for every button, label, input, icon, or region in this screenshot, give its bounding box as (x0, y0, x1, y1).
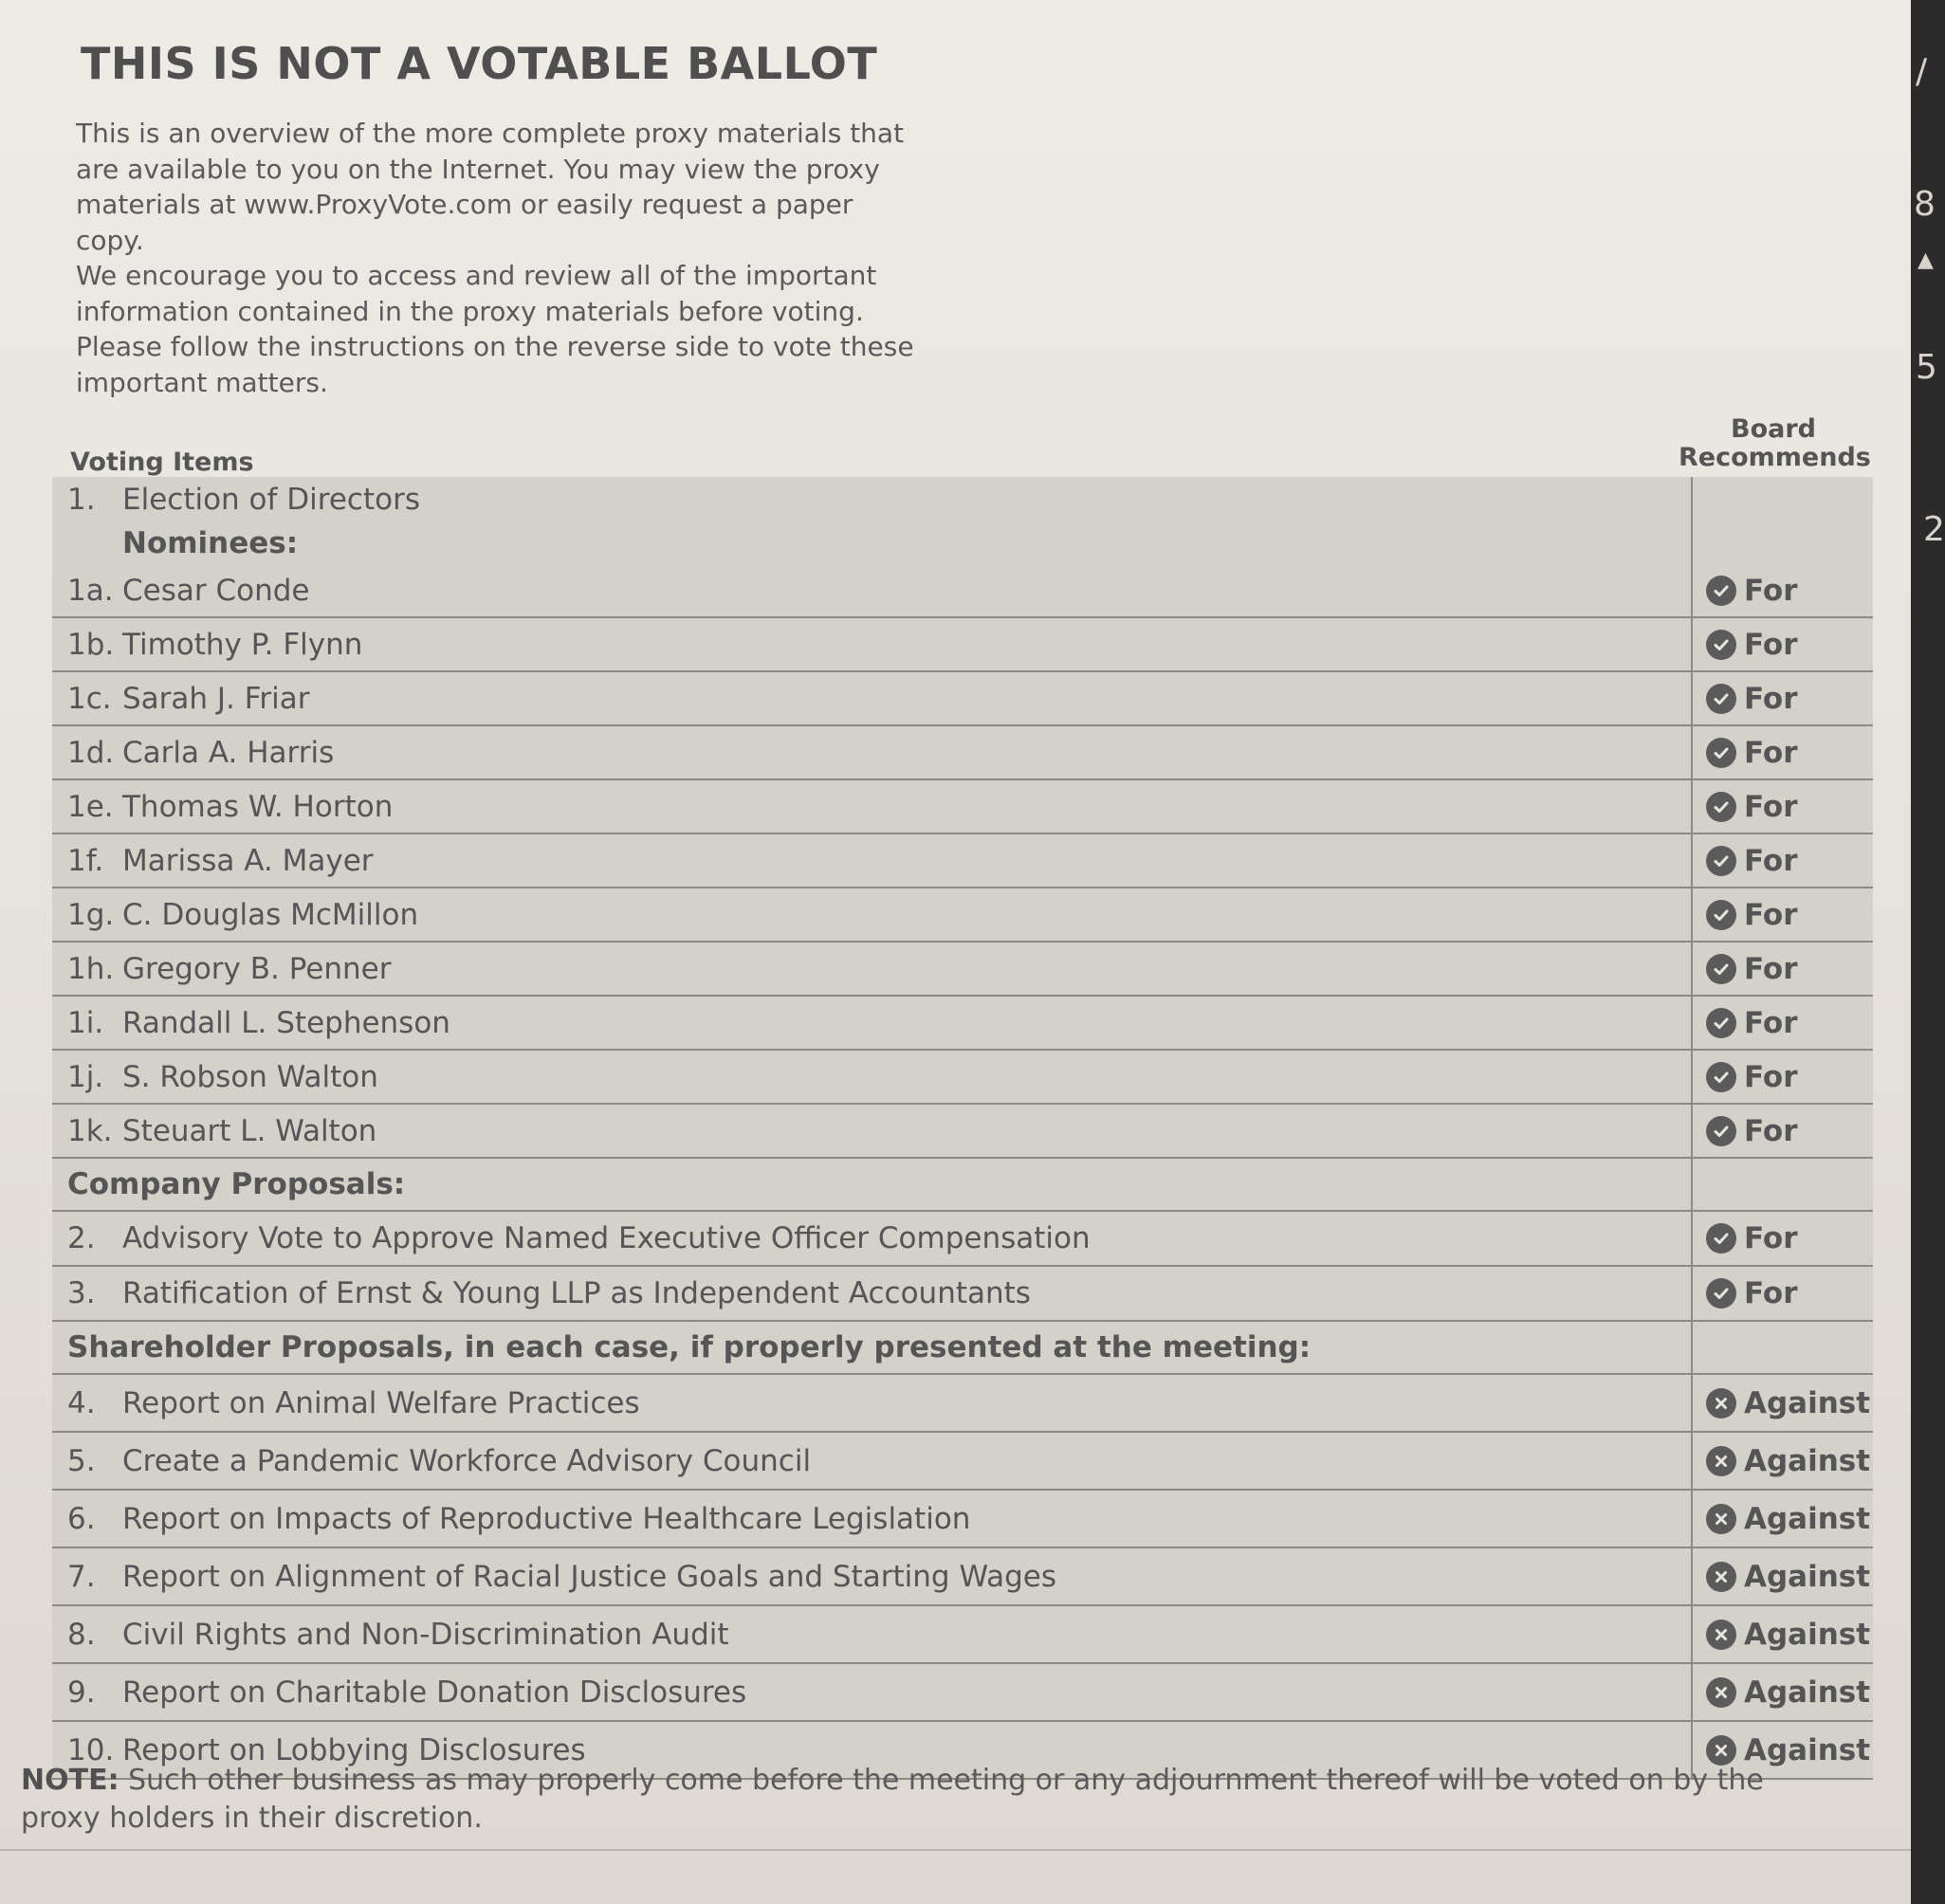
recommendation-cell-empty (1691, 1159, 1873, 1210)
recommendation-cell (1691, 1267, 1873, 1320)
table-row (52, 1606, 1873, 1664)
board-header-line: Recommends (1679, 443, 1871, 472)
table-row (52, 1267, 1873, 1322)
recommendation-cell (1691, 1212, 1873, 1265)
edge-glyph: ▲ (1917, 248, 1934, 272)
intro-line: Please follow the instructions on the reverse side to vote these (76, 331, 914, 362)
recommendation-cell (1691, 1105, 1873, 1157)
item-text: Steuart L. Walton (122, 1113, 377, 1148)
item-row-election (52, 477, 1873, 522)
recommendation-text: For (1744, 951, 1798, 986)
recommendation-cell (1691, 726, 1873, 778)
recommendation-cell (1691, 1433, 1873, 1489)
item-label (52, 564, 1691, 616)
item-text: Report on Alignment of Racial Justice Goals and Starting Wages (122, 1559, 1057, 1594)
item-label (52, 618, 1691, 670)
item-number: 1h. (67, 951, 115, 986)
company-proposals-header-row (52, 1159, 1873, 1212)
item-label (52, 1606, 1691, 1662)
recommendation-cell (1691, 997, 1873, 1049)
x-circle-icon (1706, 1620, 1736, 1650)
recommendation-cell-empty (1691, 1322, 1873, 1373)
item-label (52, 943, 1691, 995)
check-circle-icon (1706, 954, 1736, 984)
recommendation-cell (1691, 672, 1873, 724)
intro-line: are available to you on the Internet. You may view the proxy (76, 153, 880, 185)
recommendation-text: Against (1744, 1559, 1871, 1594)
recommendation-text: For (1744, 1005, 1798, 1040)
nominees-subheader (52, 522, 1691, 564)
item-text: Report on Impacts of Reproductive Healthcare Legislation (122, 1501, 971, 1536)
check-circle-icon (1706, 1008, 1736, 1038)
check-circle-icon (1706, 1223, 1736, 1254)
item-number: 7. (67, 1559, 96, 1594)
table-row (52, 780, 1873, 834)
recommendation-text: For (1744, 1276, 1798, 1310)
table-row (52, 1051, 1873, 1105)
recommendation-cell (1691, 1606, 1873, 1662)
recommendation-text: For (1744, 789, 1798, 824)
item-number: 8. (67, 1617, 96, 1652)
check-circle-icon (1706, 1062, 1736, 1092)
table-row (52, 943, 1873, 997)
x-circle-icon (1706, 1388, 1736, 1419)
edge-glyph: 8 (1914, 185, 1936, 224)
item-number: 10. (67, 1732, 115, 1767)
recommendation-cell (1691, 1548, 1873, 1604)
item-label (52, 1433, 1691, 1489)
recommendation-text: Against (1744, 1385, 1871, 1420)
item-number: 1f. (67, 843, 104, 878)
item-label (52, 1491, 1691, 1547)
item-label (52, 726, 1691, 778)
recommendation-cell (1691, 1491, 1873, 1547)
item-number: 6. (67, 1501, 96, 1536)
table-row (52, 1433, 1873, 1491)
item-label (52, 888, 1691, 941)
recommendation-cell (1691, 943, 1873, 995)
recommendation-text: For (1744, 843, 1798, 878)
voting-items-header: Voting Items (70, 448, 254, 477)
footnote (21, 1762, 1823, 1838)
item-number: 1d. (67, 735, 115, 770)
item-label (52, 1664, 1691, 1720)
recommendation-cell-empty (1691, 477, 1873, 522)
check-circle-icon (1706, 792, 1736, 822)
table-row (52, 564, 1873, 618)
x-circle-icon (1706, 1504, 1736, 1534)
item-label (52, 672, 1691, 724)
item-label (52, 477, 1691, 522)
recommendation-text: For (1744, 1113, 1798, 1148)
recommendation-text: Against (1744, 1617, 1871, 1652)
recommendation-cell-empty (1691, 522, 1873, 564)
item-text: Cesar Conde (122, 573, 310, 608)
board-recommends-header (1679, 414, 1871, 472)
item-text: Report on Charitable Donation Disclosures (122, 1675, 747, 1710)
item-label (52, 997, 1691, 1049)
intro-line: information contained in the proxy materials before voting. (76, 295, 864, 327)
intro-line: This is an overview of the more complete proxy materials that (76, 118, 905, 149)
check-circle-icon (1706, 1278, 1736, 1309)
recommendation-text: Against (1744, 1443, 1871, 1478)
item-number: 1b. (67, 627, 115, 662)
recommendation-text: Against (1744, 1501, 1871, 1536)
item-text: Report on Animal Welfare Practices (122, 1385, 640, 1420)
check-circle-icon (1706, 846, 1736, 876)
item-label (52, 834, 1691, 887)
recommendation-cell (1691, 1664, 1873, 1720)
item-text: S. Robson Walton (122, 1059, 378, 1094)
check-circle-icon (1706, 1116, 1736, 1146)
item-text: Timothy P. Flynn (122, 627, 363, 662)
item-text: Advisory Vote to Approve Named Executive Officer Compensation (122, 1221, 1091, 1255)
table-row (52, 1212, 1873, 1267)
item-text: Create a Pandemic Workforce Advisory Council (122, 1443, 812, 1478)
item-label (52, 1212, 1691, 1265)
recommendation-cell (1691, 1375, 1873, 1431)
page-title: THIS IS NOT A VOTABLE BALLOT (81, 38, 878, 89)
x-circle-icon (1706, 1735, 1736, 1766)
note-label: NOTE: (21, 1764, 119, 1797)
item-label (52, 1051, 1691, 1103)
note-text: Such other business as may properly come before the meeting or any adjournment thereof will be voted on by the proxy holders in their discretion. (21, 1764, 1764, 1835)
item-label (52, 780, 1691, 833)
item-number: 1i. (67, 1005, 104, 1040)
section-header: Shareholder Proposals, in each case, if properly presented at the meeting: (67, 1330, 1312, 1364)
item-number: 1k. (67, 1113, 113, 1148)
item-text: Civil Rights and Non-Discrimination Audit (122, 1617, 729, 1652)
item-number: 1j. (67, 1059, 104, 1094)
item-label (52, 1267, 1691, 1320)
table-row (52, 1548, 1873, 1606)
item-text: Election of Directors (122, 483, 420, 517)
recommendation-text: For (1744, 573, 1798, 608)
table-row (52, 1664, 1873, 1722)
intro-paragraph (76, 116, 929, 400)
recommendation-cell (1691, 1051, 1873, 1103)
table-row (52, 834, 1873, 888)
check-circle-icon (1706, 684, 1736, 714)
table-row (52, 672, 1873, 726)
recommendation-text: For (1744, 897, 1798, 932)
table-row (52, 1105, 1873, 1159)
nominees-label: Nominees: (122, 526, 299, 560)
section-header: Company Proposals: (67, 1167, 406, 1201)
check-circle-icon (1706, 900, 1736, 930)
shareholder-proposals-header-row (52, 1322, 1873, 1375)
recommendation-text: For (1744, 627, 1798, 662)
recommendation-cell (1691, 618, 1873, 670)
edge-glyph: / (1916, 52, 1928, 91)
check-circle-icon (1706, 576, 1736, 606)
item-text: Ratification of Ernst & Young LLP as Independent Accountants (122, 1276, 1031, 1310)
item-label (52, 1375, 1691, 1431)
item-number: 9. (67, 1675, 96, 1710)
table-row (52, 618, 1873, 672)
item-text: C. Douglas McMillon (122, 897, 419, 932)
intro-line: We encourage you to access and review all of the important (76, 260, 877, 291)
recommendation-text: For (1744, 1059, 1798, 1094)
intro-line: materials at www.ProxyVote.com or easily request a paper copy. (76, 189, 853, 256)
recommendation-text: Against (1744, 1732, 1871, 1767)
item-label (52, 1548, 1691, 1604)
item-number: 5. (67, 1443, 96, 1478)
x-circle-icon (1706, 1446, 1736, 1476)
recommendation-text: For (1744, 1221, 1798, 1255)
check-circle-icon (1706, 630, 1736, 660)
x-circle-icon (1706, 1677, 1736, 1708)
recommendation-cell (1691, 564, 1873, 616)
recommendation-text: Against (1744, 1675, 1871, 1710)
table-row (52, 1375, 1873, 1433)
item-number: 4. (67, 1385, 96, 1420)
divider (0, 1849, 1911, 1851)
item-number: 1g. (67, 897, 115, 932)
item-number: 1. (67, 483, 96, 517)
table-row (52, 726, 1873, 780)
recommendation-cell (1691, 834, 1873, 887)
table-row (52, 888, 1873, 943)
table-row (52, 997, 1873, 1051)
item-text: Randall L. Stephenson (122, 1005, 450, 1040)
item-text: Marissa A. Mayer (122, 843, 374, 878)
item-text: Report on Lobbying Disclosures (122, 1732, 586, 1767)
voting-items-table (52, 477, 1873, 1780)
x-circle-icon (1706, 1562, 1736, 1592)
item-number: 1e. (67, 789, 114, 824)
item-text: Sarah J. Friar (122, 681, 310, 716)
recommendation-cell (1691, 780, 1873, 833)
item-number: 1a. (67, 573, 114, 608)
item-number: 1c. (67, 681, 112, 716)
item-label (52, 1105, 1691, 1157)
recommendation-text: For (1744, 681, 1798, 716)
edge-glyph: 2 (1923, 510, 1945, 549)
board-header-line: Board (1731, 414, 1816, 444)
table-row (52, 1491, 1873, 1548)
recommendation-cell (1691, 888, 1873, 941)
nominees-subheader-row (52, 522, 1873, 564)
item-number: 3. (67, 1276, 96, 1310)
item-text: Gregory B. Penner (122, 951, 392, 986)
intro-line: important matters. (76, 366, 328, 398)
check-circle-icon (1706, 738, 1736, 768)
item-number: 2. (67, 1221, 96, 1255)
recommendation-text: For (1744, 735, 1798, 770)
edge-glyph: 5 (1916, 348, 1937, 387)
item-text: Carla A. Harris (122, 735, 335, 770)
item-text: Thomas W. Horton (122, 789, 394, 824)
